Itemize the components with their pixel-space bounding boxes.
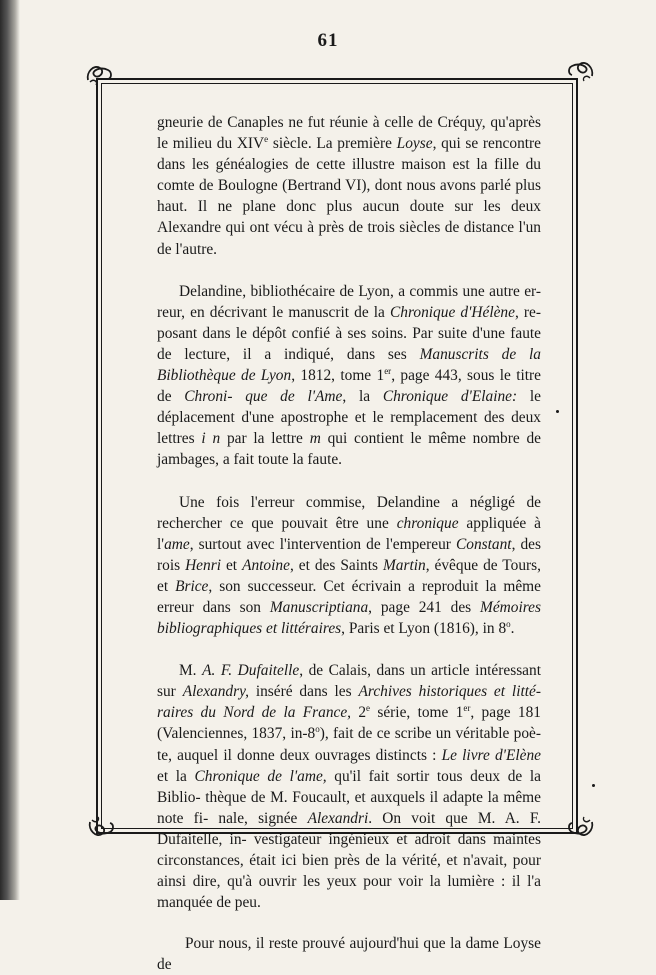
paragraph-1: gneurie de Canaples ne fut réunie à celle de Créquy, qu'après le milieu du XIVe siècle. La première Loyse, qui se rencontre dans les généalogies de cette illustre maison est la fille du comte de Boulogne (Bertrand VI), dont nous avons parlé plus haut. Il ne plane donc plus aucun doute sur les deux Alexandre qui ont vécu à près de trois siècles de distance l'un de l'autre. (157, 114, 541, 258)
scroll-ornament-icon (566, 56, 596, 82)
ink-speck (556, 410, 559, 413)
paragraph-2: Delandine, bibliothécaire de Lyon, a commis une autre er- reur, en décrivant le manuscrit de la Chronique d'Hélène, re- posant dans le dépôt confié à ses soins. Par suite d'une faute de lecture, il a indiqué, dans ses Manuscrits de la Bibliothèque de Lyon, 1812, tome 1er, page 443, sous le titre de Chroni- que de l'Ame, la Chronique d'Elaine: le déplacement d'une apostrophe et le remplacement des deux lettres i n par la lettre m qui contient le même nombre de jambages, a fait toute la faute. (157, 282, 542, 469)
scroll-ornament-icon (84, 60, 114, 86)
page-gutter-shadow (0, 0, 20, 900)
paragraph-4: M. A. F. Dufaitelle, de Calais, dans un article intéressant sur Alexandry, inséré dans les Archives historiques et litté- raires du Nord de la France, 2e série, tome 1er, page 181 (Valenciennes, 1837, in-8$^o$), fait de ce scribe un véritable poè- te, auquel il donne deux ouvrages distincts : Le livre d'Elène et la Chronique de l'ame, qu'il fait sortir tous deux de la Biblio- thèque de M. Foucault, et auxquels il adapte la même note fi- nale, signée Alexandri. On voit que M. A. F. Dufaitelle, in- vestigateur ingénieux et adroit dans maintes circonstances, était ici bien près de la vérité, et n'avait, pour ainsi dire, qu'à ouvrir les yeux pour voir la lumière : il l'a manquée de peu. (157, 662, 542, 912)
scroll-ornament-icon (566, 816, 596, 842)
scroll-ornament-icon (86, 816, 116, 842)
paragraph-5: Pour nous, il reste prouvé aujourd'hui que la dame Loyse de (157, 935, 541, 974)
page-body-text (157, 112, 541, 975)
page-number: 61 (317, 30, 339, 51)
ink-speck (592, 784, 595, 787)
paragraph-3: Une fois l'erreur commise, Delandine a négligé de rechercher ce que pouvait être une chronique appliquée à l'ame, surtout avec l'intervention de l'empereur Constant, des rois Henri et Antoine, et des Saints Martin, évêque de Tours, et Brice, son successeur. Cet écrivain a reproduit la même erreur dans son Manuscriptiana, page 241 des Mémoires bibliographiques et littéraires, Paris et Lyon (1816), in 8$^o$. (157, 493, 541, 638)
